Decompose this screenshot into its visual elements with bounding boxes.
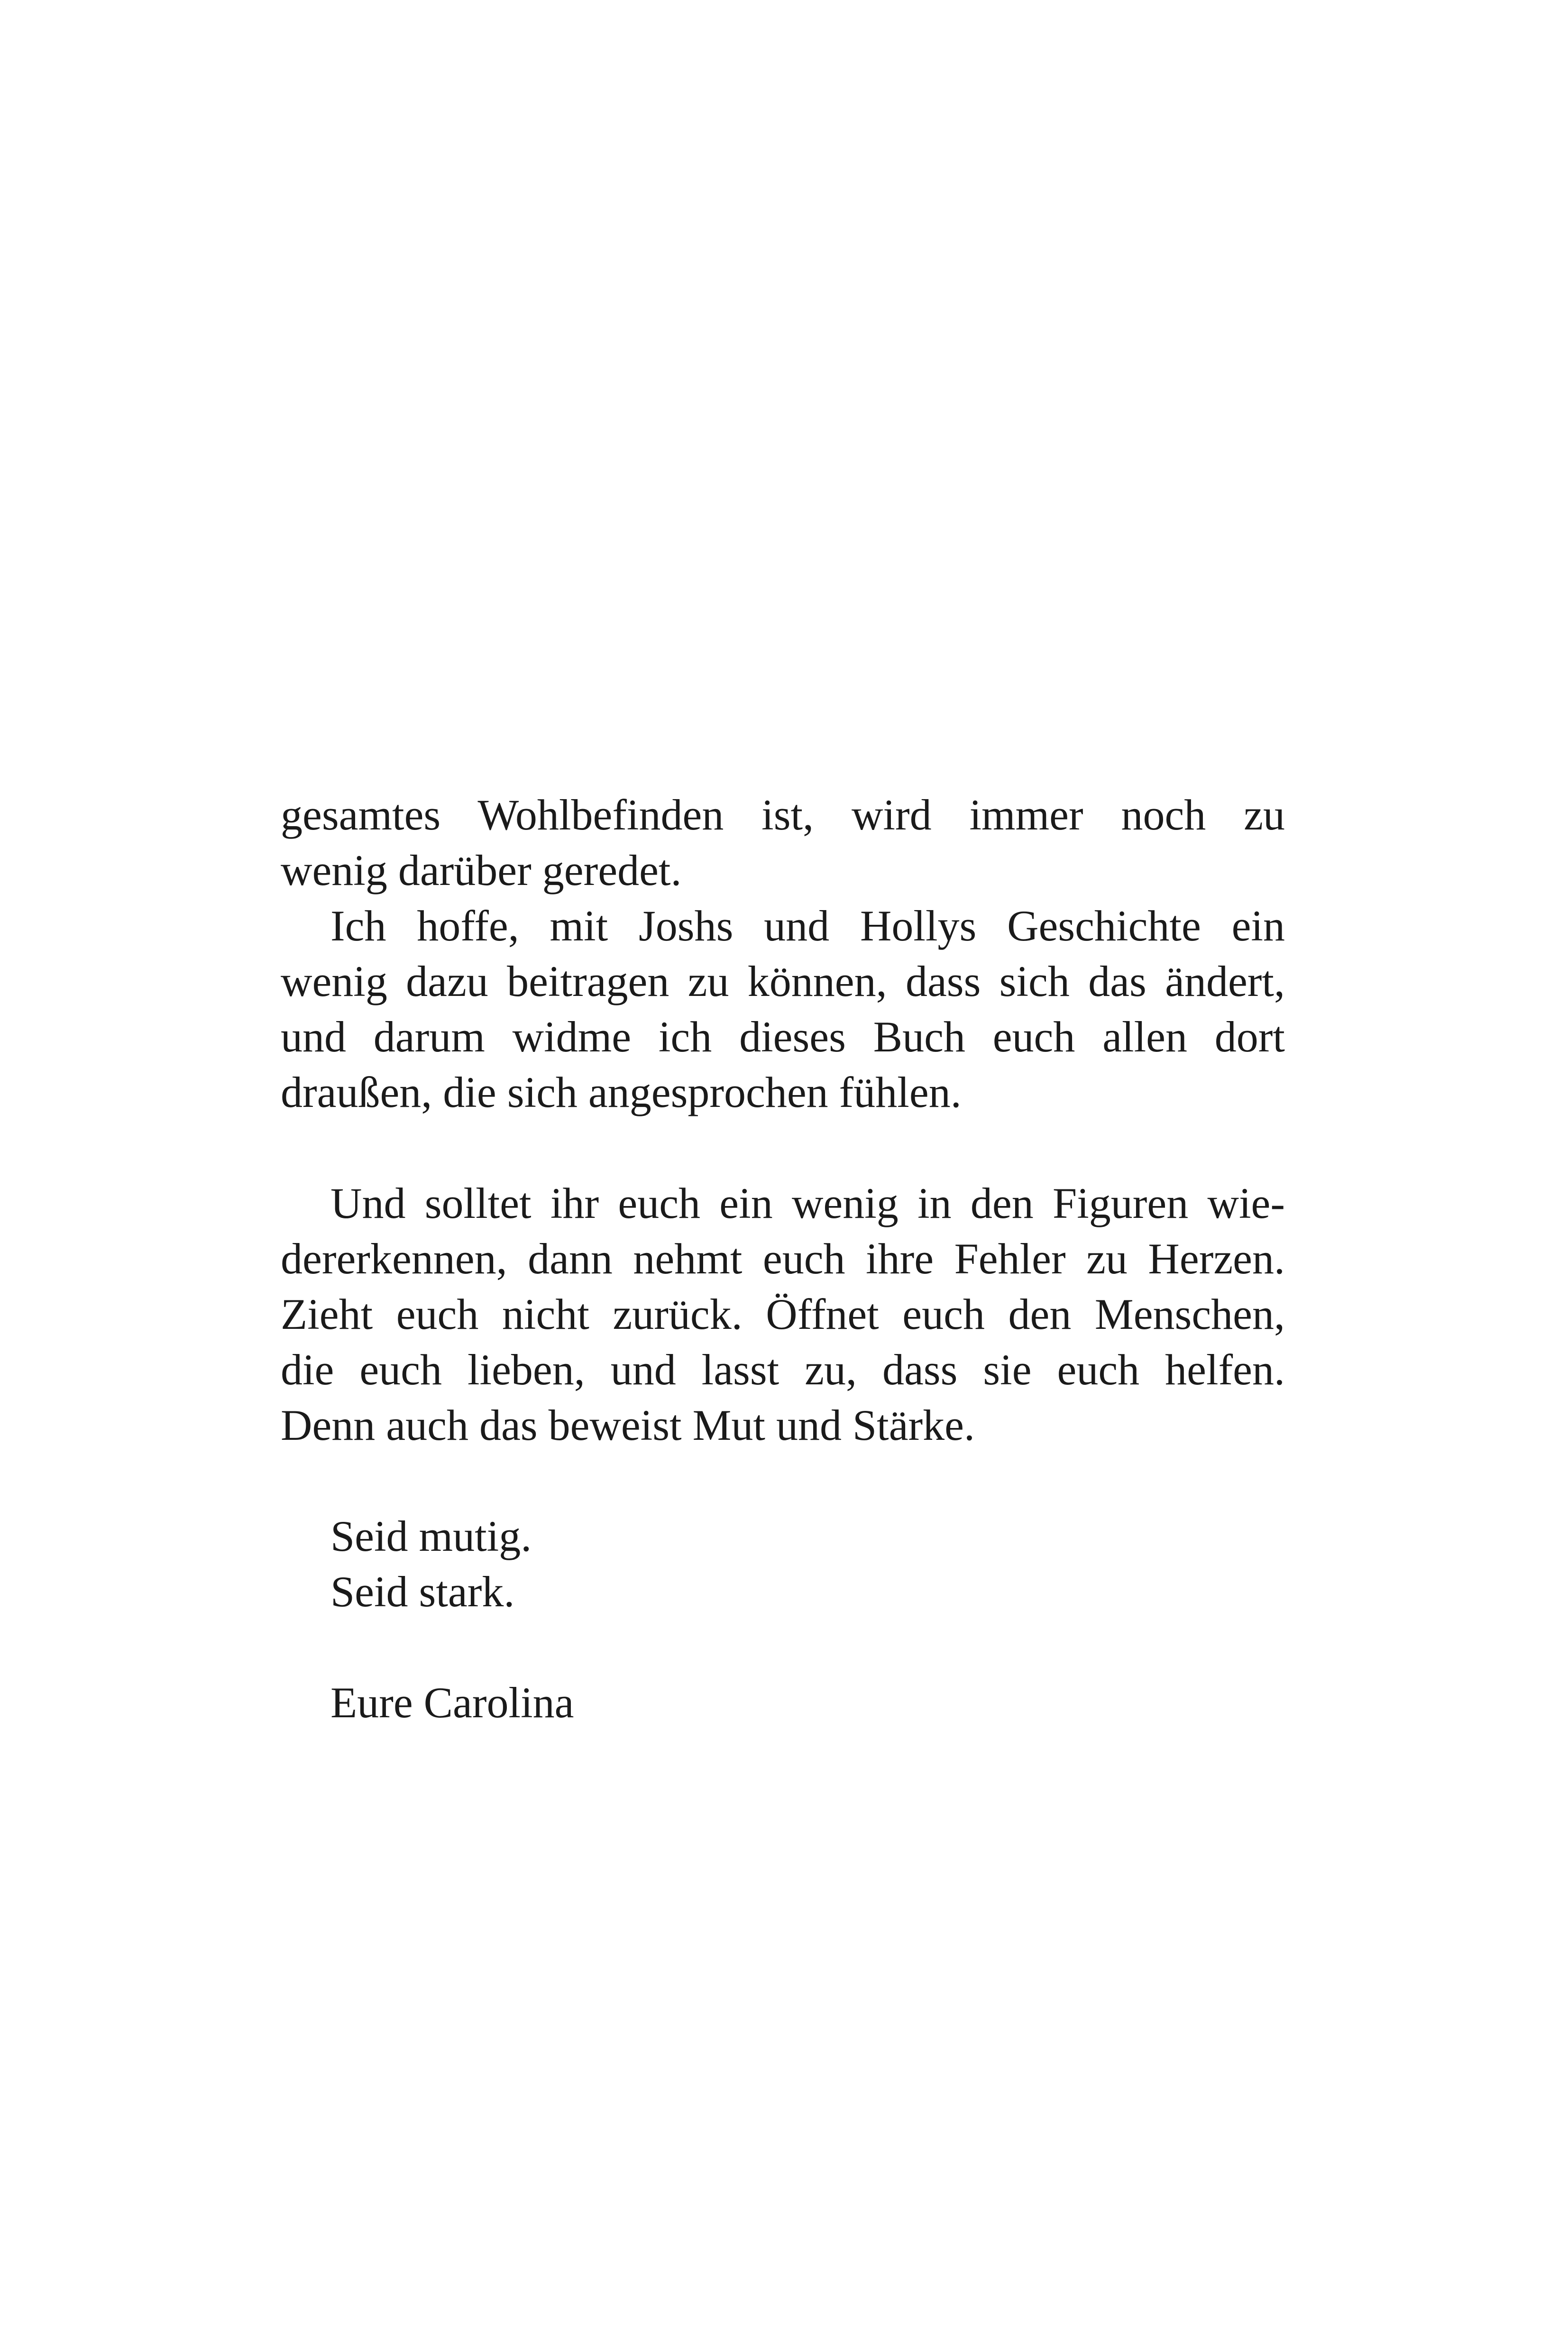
text-line: gesamtes Wohlbefinden ist, wird immer noch zu: [281, 791, 1285, 839]
text-line: Zieht euch nicht zurück. Öffnet euch den Menschen,: [281, 1290, 1285, 1338]
closing-line: Seid stark.: [330, 1567, 515, 1616]
paragraph-gap: [281, 1120, 1285, 1176]
text-line: Und solltet ihr euch ein wenig in den Figuren wie-: [330, 1179, 1285, 1227]
signature: Eure Carolina: [330, 1678, 574, 1727]
text-line: dererkennen, dann nehmt euch ihre Fehler zu Herzen.: [281, 1234, 1285, 1283]
text-line: draußen, die sich angesprochen fühlen.: [281, 1068, 962, 1116]
text-line: wenig darüber geredet.: [281, 846, 682, 894]
text-line: Ich hoffe, mit Joshs und Hollys Geschichte ein: [330, 902, 1285, 950]
text-line: Denn auch das beweist Mut und Stärke.: [281, 1401, 975, 1449]
text-line: wenig dazu beitragen zu können, dass sich das ändert,: [281, 957, 1285, 1005]
text-line: die euch lieben, und lasst zu, dass sie euch helfen.: [281, 1345, 1285, 1394]
body-text: [281, 787, 1285, 1731]
text-line: und darum widme ich dieses Buch euch allen dort: [281, 1013, 1285, 1061]
paragraph-gap: [281, 1453, 1285, 1509]
paragraph-gap: [281, 1620, 1285, 1675]
closing-line: Seid mutig.: [330, 1512, 532, 1560]
